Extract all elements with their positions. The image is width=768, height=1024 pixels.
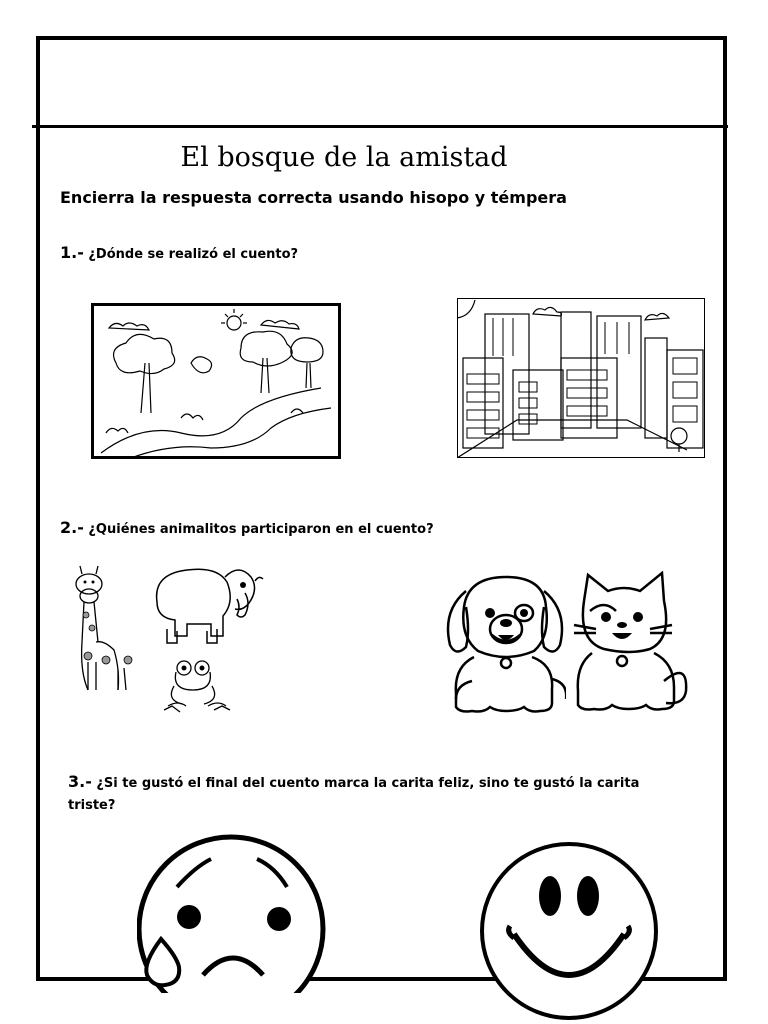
question-1-number: 1.-	[60, 243, 84, 262]
giraffe-illustration[interactable]	[66, 560, 138, 696]
question-2	[60, 517, 434, 541]
forest-illustration[interactable]	[91, 303, 341, 459]
question-1	[60, 242, 298, 266]
puppy-illustration[interactable]	[444, 571, 566, 719]
question-2-number: 2.-	[60, 518, 84, 537]
kitten-illustration[interactable]	[564, 571, 690, 719]
elephant-illustration[interactable]	[147, 557, 264, 652]
happy-face-illustration[interactable]	[478, 840, 662, 1024]
sad-face-illustration[interactable]	[137, 833, 331, 993]
page-title: El bosque de la amistad	[180, 142, 508, 173]
question-3	[68, 771, 688, 817]
frog-illustration[interactable]	[162, 658, 232, 716]
header-divider	[32, 125, 728, 128]
city-illustration[interactable]	[457, 298, 705, 458]
instruction-text: Encierra la respuesta correcta usando hisopo y témpera	[60, 188, 567, 207]
question-3-number: 3.-	[68, 772, 92, 791]
question-2-text: ¿Quiénes animalitos participaron en el cuento?	[88, 522, 434, 537]
question-3-text: ¿Si te gustó el final del cuento marca la carita feliz, sino te gustó la carita triste?	[68, 776, 640, 813]
question-1-text: ¿Dónde se realizó el cuento?	[88, 247, 299, 262]
